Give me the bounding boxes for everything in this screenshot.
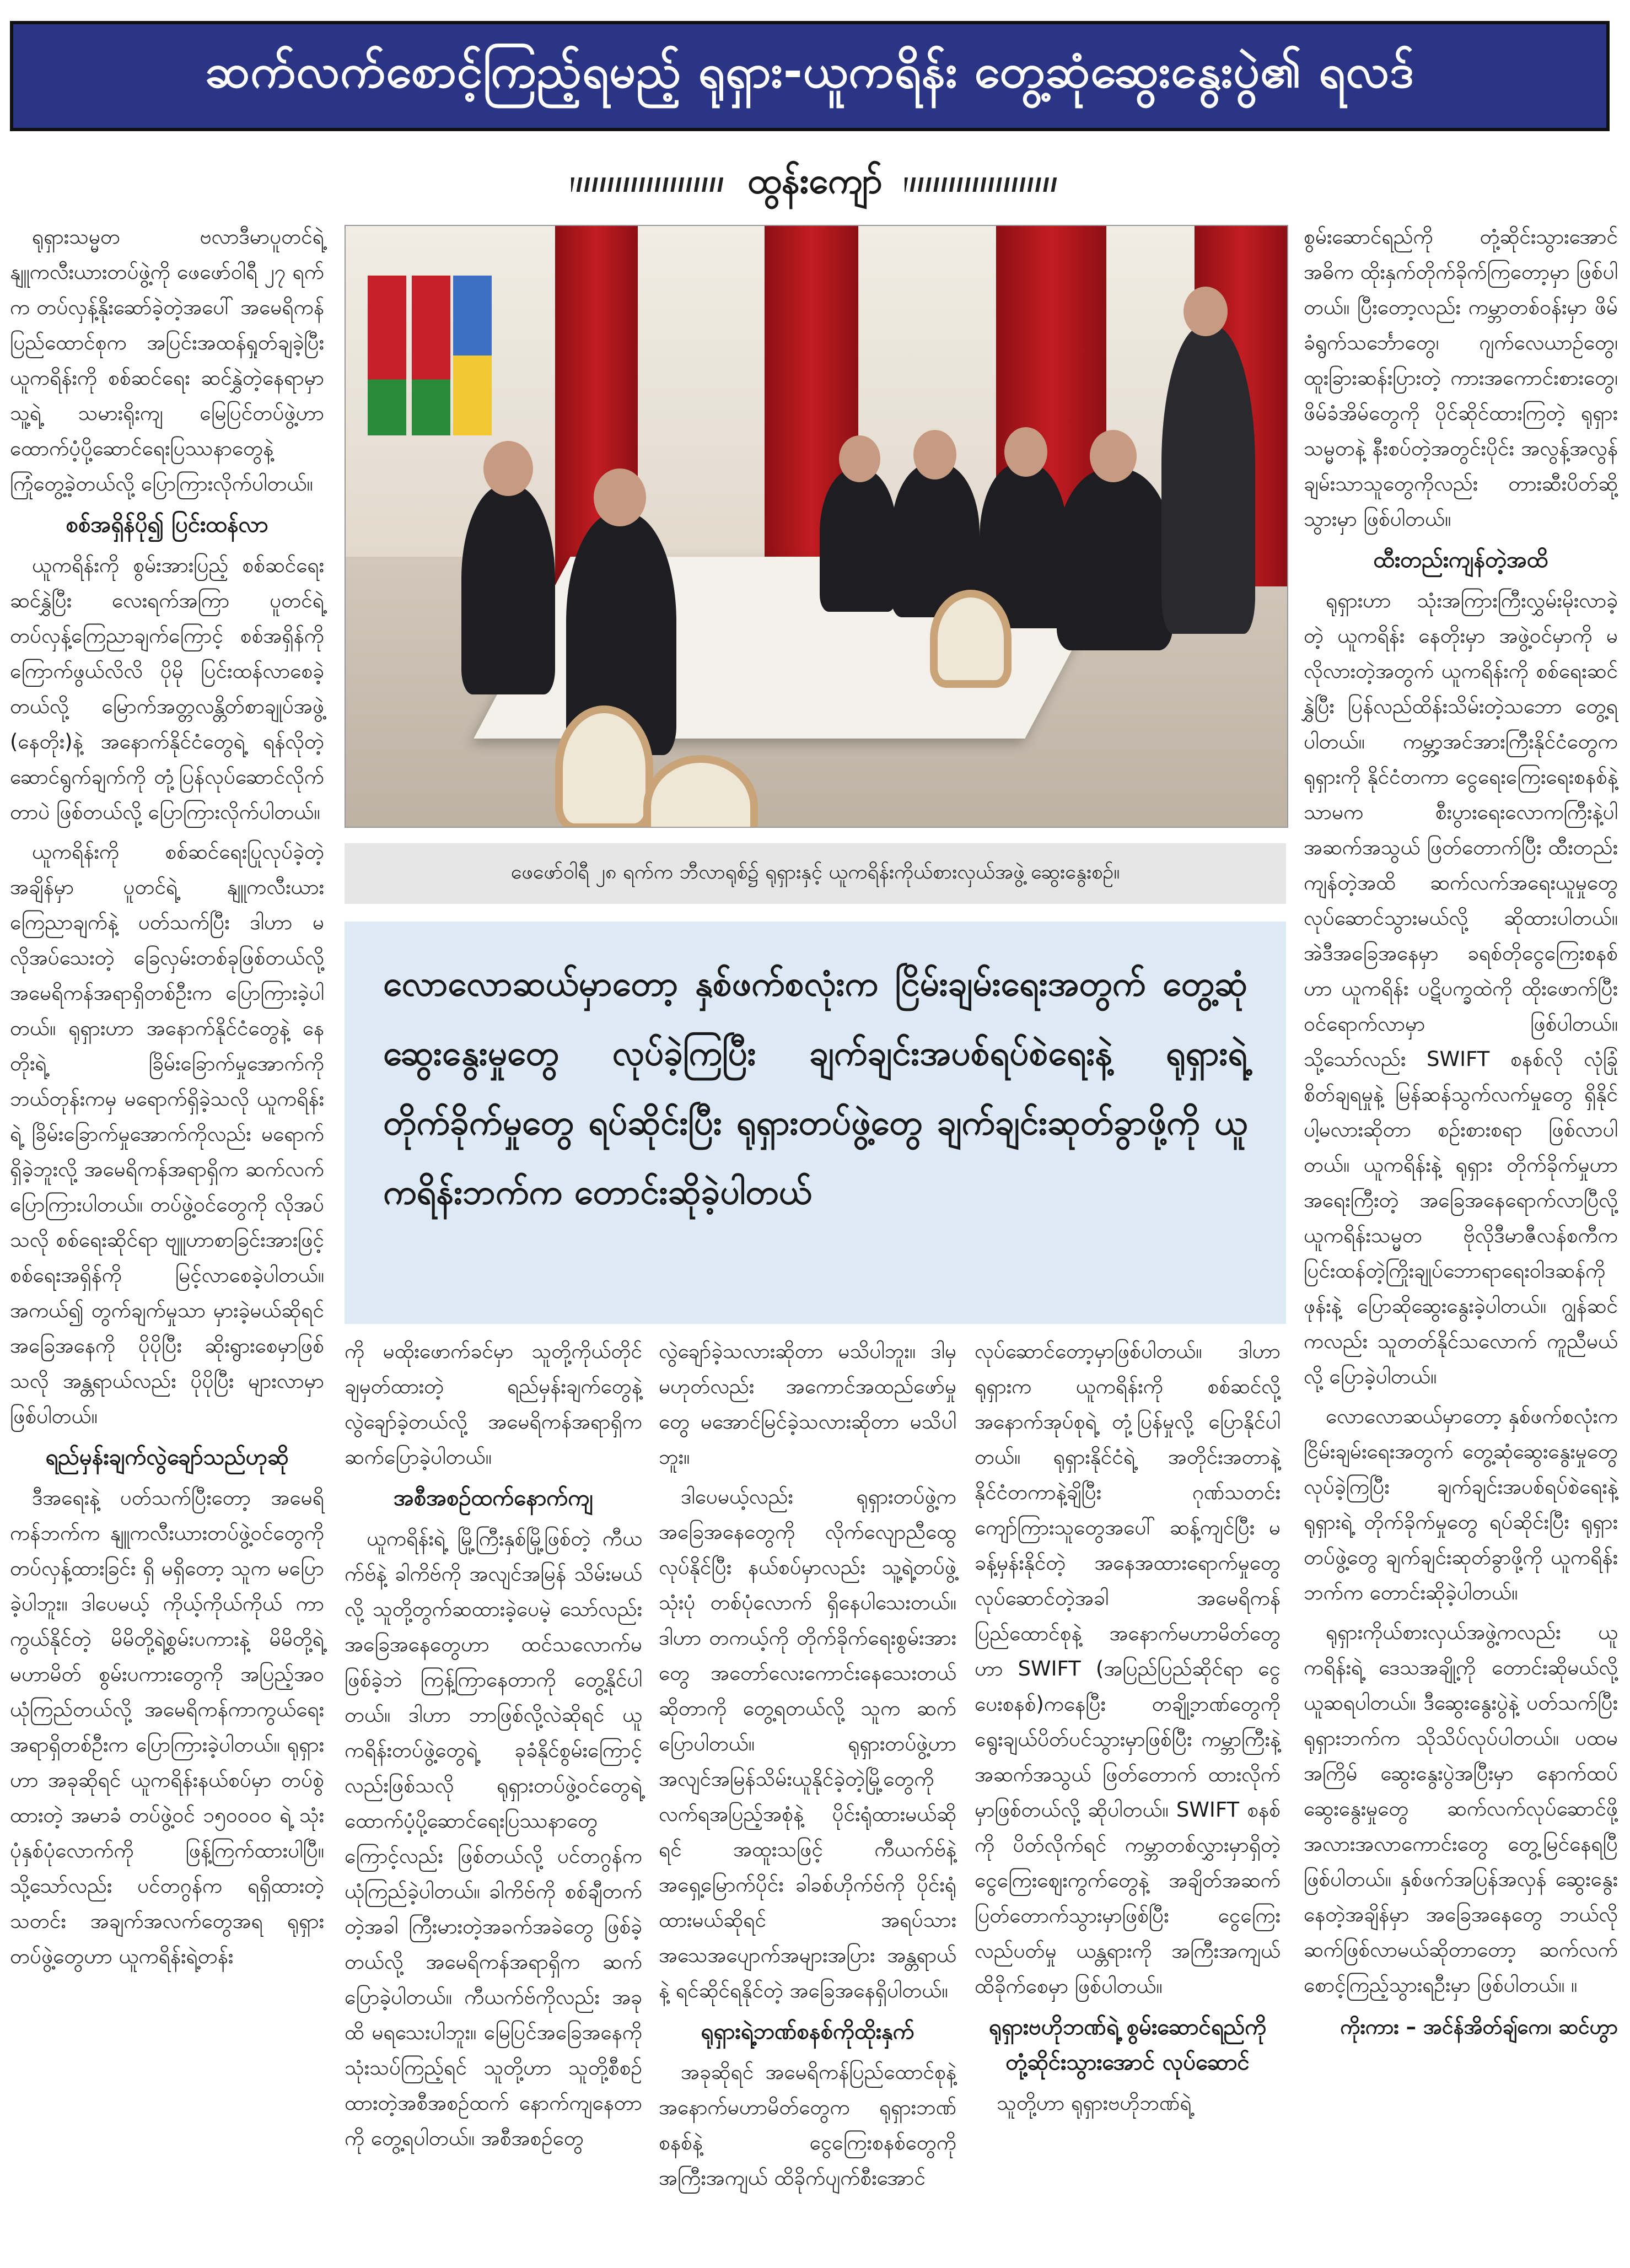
- headline-banner: [10, 21, 1610, 131]
- paragraph: သူတို့ဟာ ရုရှားဗဟိုဘဏ်ရဲ့: [997, 2091, 1192, 2115]
- paragraph: ရုရှားကိုယ်စားလှယ်အဖွဲ့ကလည်း ယူကရိန်းရဲ့ ဒေသအချို့ကို တောင်းဆိုမယ်လို့ ယူဆရပါတယ်။ ဒီဆွေးနွေးပွဲနဲ့ ပတ်သက်ပြီး ရုရှားဘက်က သိုသိပ်လုပ်ပါတယ်။ ပထမအကြိမ် ဆွေးနွေးပွဲအပြီးမှာ နောက်ထပ်ဆွေးနွေးမှုတွေ ဆက်လက်လုပ်ဆောင်ဖို့ အလားအလာကောင်းတွေ တွေ့မြင်နေရပြီ ဖြစ်ပါတယ်။ နှစ်ဖက်အပြန်အလှန် ဆွေးနွေးနေတဲ့အချိန်မှာ အခြေအနေတွေ ဘယ်လိုဆက်ဖြစ်လာမယ်ဆိုတာတော့ ဆက်လက်စောင့်ကြည့်သွားရဦးမှာ ဖြစ်ပါတယ်။ ။: [1304, 1620, 1618, 1997]
- paragraph: ဒါပေမယ့်လည်း ရုရှားတပ်ဖွဲ့က အခြေအနေတွေကို လိုက်လျောညီထွေ လုပ်နိုင်ပြီး နယ်စပ်မှာလည်း သူ့ရဲ့တပ်ဖွဲ့ သုံးပုံ တစ်ပုံလောက် ရှိနေပါသေးတယ်။ ဒါဟာ တကယ့်ကို တိုက်ခိုက်ရေးစွမ်းအားတွေ အတော်လေးကောင်းနေသေးတယ်ဆိုတာကို တွေ့ရတယ်လို့ သူက ဆက်ပြောပါတယ်။ ရုရှားတပ်ဖွဲ့ဟာ အလျင်အမြန်သိမ်းယူနိုင်ခဲ့တဲ့မြို့တွေကို လက်ရအပြည့်အစုံနဲ့ ပိုင်းရုံထားမယ်ဆိုရင် အထူးသဖြင့် ကီယက်ဗ်နဲ့ အရှေ့မြောက်ပိုင်း ခါခစ်ဟိုက်ဗ်ကို ပိုင်းရုံထားမယ်ဆိုရင် အရပ်သားအသေအပျောက်အများအပြား အန္တရာယ်နဲ့ ရင်ဆိုင်ရနိုင်တဲ့ အခြေအနေရှိပါတယ်။: [659, 1485, 956, 2002]
- paragraph: ကို မထိုးဖောက်ခင်မှာ သူတို့ကိုယ်တိုင် ချမှတ်ထားတဲ့ ရည်မှန်းချက်တွေနဲ့ လွဲချော်ခဲ့တယ်လို့ အမေရိကန်အရာရှိက ဆက်ပြောခဲ့ပါတယ်။: [345, 1339, 642, 1469]
- article-photo: [345, 225, 1288, 828]
- paragraph: ယူကရိန်းရဲ့ မြို့ကြီးနှစ်မြို့ဖြစ်တဲ့ ကီယက်ဗ်နဲ့ ခါကိဗ်ကို အလျင်အမြန် သိမ်းမယ်လို့ သူတို့တွက်ဆထားခဲ့ပေမဲ့ သော်လည်း အခြေအနေတွေဟာ ထင်သလောက်မဖြစ်ခဲ့ဘဲ ကြန့်ကြာနေတာကို တွေ့နိုင်ပါတယ်။ ဒါဟာ ဘာဖြစ်လို့လဲဆိုရင် ယူကရိန်းတပ်ဖွဲ့တွေရဲ့ ခုခံနိုင်စွမ်းကြောင့်လည်းဖြစ်သလို ရုရှားတပ်ဖွဲ့ဝင်တွေရဲ့ ထောက်ပံ့ပို့ဆောင်ရေးပြဿနာတွေကြောင့်လည်း ဖြစ်တယ်လို့ ပင်တဂွန်က ယုံကြည်ခဲ့ပါတယ်။ ခါကိဗ်ကို စစ်ချီတက်တဲ့အခါ ကြီးမားတဲ့အခက်အခဲတွေ ဖြစ်ခဲ့တယ်လို့ အမေရိကန်အရာရှိက ဆက်ပြောခဲ့ပါတယ်။ ကီယက်ဗ်ကိုလည်း အခုထိ မရသေးပါဘူး။ မြေပြင်အခြေအနေကို သုံးသပ်ကြည့်ရင် သူတို့ဟာ သူတို့စီစဉ်ထားတဲ့အစီအစဉ်ထက် နောက်ကျနေတာကို တွေ့ရပါတယ်။ အစီအစဉ်တွေ: [345, 1527, 642, 2150]
- subheading: ရုရှားရဲ့ဘဏ်စနစ်ကိုထိုးနှက်: [701, 2019, 914, 2044]
- byline: [0, 154, 1630, 215]
- source-credit: ကိုးကား – အင်န်အိတ်ချ်ကေ၊ ဆင်ဟွာ: [1340, 2015, 1618, 2039]
- paragraph: အခုဆိုရင် အမေရိကန်ပြည်ထောင်စုနဲ့ အနောက်မဟာမိတ်တွေက ရုရှားဘဏ်စနစ်နဲ့ ငွေကြေးစနစ်တွေကို အကြီးအကျယ် ထိခိုက်ပျက်စီးအောင်: [659, 2060, 956, 2190]
- paragraph: ရုရှားဟာ သုံးအကြားကြီးလွှမ်းမိုးလာခဲ့တဲ့ ယူကရိန်း နေတိုးမှာ အဖွဲ့ဝင်မှာကို မလိုလားတဲ့အတွက် ယူကရိန်းကို စစ်ရေးဆင်နွှဲပြီး ပြန်လည်ထိန်းသိမ်းတဲ့သဘော တွေ့ရပါတယ်။ ကမ္ဘာ့အင်အားကြီးနိုင်ငံတွေက ရုရှားကို နိုင်ငံတကာ ငွေရေးကြေးရေးစနစ်နဲ့ သာမက စီးပွားရေးလောကကြီးနဲ့ပါ အဆက်အသွယ် ဖြတ်တောက်ပြီး ထီးတည်းကျန်တဲ့အထိ ဆက်လက်အရေးယူမှုတွေ လုပ်ဆောင်သွားမယ်လို့ ဆိုထားပါတယ်။ အဲဒီအခြေအနေမှာ ခရစ်တိုငွေကြေးစနစ်ဟာ ယူကရိန်း ပဋိပက္ခထဲကို ထိုးဖောက်ပြီး ဝင်ရောက်လာမှာ ဖြစ်ပါတယ်။ သို့သော်လည်း SWIFT စနစ်လို လုံခြုံစိတ်ချရမှုနဲ့ မြန်ဆန်သွက်လက်မှုတွေ ရှိနိုင်ပါ့မလားဆိုတာ စဉ်းစားစရာ ဖြစ်လာပါတယ်။ ယူကရိန်းနဲ့ ရုရှား တိုက်ခိုက်မှုဟာ အရေးကြီးတဲ့ အခြေအနေရောက်လာပြီလို့ ယူကရိန်းသမ္မတ ဗိုလိုဒီမာဇီလန်စကီက ပြင်းထန်တဲ့ကြိုးချုပ်ဘောရာရေးဝါဒဆန်ကို ဖုန်းနဲ့ ပြောဆိုဆွေးနွေးခဲ့ပါတယ်။ ဂျွန်ဆင်ကလည်း သူတတ်နိုင်သလောက် ကူညီမယ်လို့ ပြောခဲ့ပါတယ်။: [1304, 589, 1618, 1388]
- paragraph: စွမ်းဆောင်ရည်ကို တုံ့ဆိုင်းသွားအောင် အဓိက ထိုးနှက်တိုက်ခိုက်ကြတော့မှာ ဖြစ်ပါတယ်။ ပြီးတော့လည်း ကမ္ဘာတစ်ဝန်းမှာ ဖိမ်ခံရွက်သင်္ဘောတွေ၊ ဂျက်လေယာဉ်တွေ၊ ထူးခြားဆန်းပြားတဲ့ ကားအကောင်းစားတွေ၊ ဖိမ်ခံအိမ်တွေကို ပိုင်ဆိုင်ထားကြတဲ့ ရုရှားသမ္မတနဲ့ နီးစပ်တဲ့အတွင်းပိုင်း အလွန့်အလွန် ချမ်းသာသူတွေကိုလည်း တားဆီးပိတ်ဆို့သွားမှာ ဖြစ်ပါတယ်။: [1304, 225, 1618, 531]
- subheading: ရုရှားဗဟိုဘဏ်ရဲ့ စွမ်းဆောင်ရည်ကို တုံ့ဆိုင်းသွားအောင် လုပ်ဆောင်: [988, 2014, 1267, 2075]
- byline-ornament-left: [571, 177, 725, 192]
- pull-quote: လောလောဆယ်မှာတော့ နှစ်ဖက်စလုံးက ငြိမ်းချမ်းရေးအတွက် တွေ့ဆုံဆွေးနွေးမှုတွေ လုပ်ခဲ့ကြပြီး ချက်ချင်းအပစ်ရပ်စဲရေးနဲ့ ရုရှားရဲ့ တိုက်ခိုက်မှုတွေ ရပ်ဆိုင်းပြီး ရုရှားတပ်ဖွဲ့တွေ ချက်ချင်းဆုတ်ခွာဖို့ကို ယူကရိန်းဘက်က တောင်းဆိုခဲ့ပါတယ်: [345, 922, 1286, 1324]
- paragraph: လွဲချော်ခဲ့သလားဆိုတာ မသိပါဘူး။ ဒါမှမဟုတ်လည်း အကောင်အထည်ဖော်မှုတွေ မအောင်မြင်ခဲ့သလားဆိုတာ မသိပါဘူး။: [659, 1339, 956, 1469]
- paragraph: လောလောဆယ်မှာတော့ နှစ်ဖက်စလုံးက ငြိမ်းချမ်းရေးအတွက် တွေ့ဆုံဆွေးနွေးမှုတွေ လုပ်ခဲ့ကြပြီး ချက်ချင်းအပစ်ရပ်စဲရေးနဲ့ ရုရှားရဲ့ တိုက်ခိုက်မှုတွေ ရပ်ဆိုင်းပြီး ရုရှားတပ်ဖွဲ့တွေ ချက်ချင်းဆုတ်ခွာဖို့ကို ယူကရိန်းဘက်က တောင်းဆိုခဲ့ပါတယ်။: [1304, 1404, 1618, 1604]
- subheading: အစီအစဉ်ထက်နောက်ကျ: [394, 1485, 593, 1511]
- byline-ornament-right: [905, 177, 1059, 192]
- subheading: ထီးတည်းကျန်တဲ့အထိ: [1373, 547, 1548, 573]
- paragraph: ယူကရိန်းကို စစ်ဆင်ရေးပြုလုပ်ခဲ့တဲ့ အချိန်မှာ ပူတင်ရဲ့ နျူကလီးယားကြေညာချက်နဲ့ ပတ်သက်ပြီး ဒါဟာ မလိုအပ်သေးတဲ့ ခြေလှမ်းတစ်ခုဖြစ်တယ်လို့ အမေရိကန်အရာရှိတစ်ဦးက ပြောကြားခဲ့ပါတယ်။ ရုရှားဟာ အနောက်နိုင်ငံတွေနဲ့ နေတိုးရဲ့ ခြိမ်းခြောက်မှုအောက်ကို ဘယ်တုန်းကမှ မရောက်ရှိခဲ့သလို ယူကရိန်းရဲ့ ခြိမ်းခြောက်မှုအောက်ကိုလည်း မရောက်ရှိခဲ့ဘူးလို့ အမေရိကန်အရာရှိက ဆက်လက်ပြောကြားပါတယ်။ တပ်ဖွဲ့ဝင်တွေကို လိုအပ်သလို စစ်ရေးဆိုင်ရာ ဗျူဟာစာခြင်းအားဖြင့် စစ်ရေးအရှိန်ကို မြင့်လာစေခဲ့ပါတယ်။ အကယ်၍ တွက်ချက်မှုသာ မှားခဲ့မယ်ဆိုရင် အခြေအနေကို ပိုပိုပြီး ဆိုးရွားစေမှာဖြစ်သလို အန္တရာယ်လည်း ပိုပိုပြီး များလာမှာ ဖြစ်ပါတယ်။: [10, 840, 324, 1428]
- subheading: စစ်အရှိန်ပို၍ ပြင်းထန်လာ: [66, 512, 268, 537]
- author-name: ထွန်းကျော်: [747, 161, 883, 202]
- photo-caption: ဖေဖော်ဝါရီ ၂၈ ရက်က ဘီလာရုစ်၌ ရုရှားနှင့် ယူကရိန်းကိုယ်စားလှယ်အဖွဲ့ ဆွေးနွေးစဉ်။: [345, 843, 1286, 904]
- paragraph: ယူကရိန်းကို စွမ်းအားပြည့် စစ်ဆင်ရေး ဆင်နွှဲပြီး လေးရက်အကြာ ပူတင်ရဲ့ တပ်လှန့်ကြေညာချက်ကြောင့် စစ်အရှိန်ကို ကြောက်ဖွယ်လိလိ ပိုမို ပြင်းထန်လာစေခဲ့တယ်လို့ မြောက်အတ္တလန္တိတ်စာချုပ်အဖွဲ့ (နေတိုး)နဲ့ အနောက်နိုင်ငံတွေရဲ့ ရန်လိုတဲ့ ဆောင်ရွက်ချက်ကို တုံ့ပြန်လုပ်ဆောင်လိုက်တာပဲ ဖြစ်တယ်လို့ ပြောကြားလိုက်ပါတယ်။: [10, 553, 324, 824]
- paragraph: ရုရှားသမ္မတ ဗလာဒီမာပူတင်ရဲ့ နျူကလီးယားတပ်ဖွဲ့ကို ဖေဖော်ဝါရီ ၂၇ ရက်က တပ်လှန့်နိုးဆော်ခဲ့တဲ့အပေါ် အမေရိကန်ပြည်ထောင်စုက အပြင်းအထန်ရှုတ်ချခဲ့ပြီး ယူကရိန်းကို စစ်ဆင်ရေး ဆင်နွှဲတဲ့နေရာမှာ သူ့ရဲ့ သမားရိုးကျ မြေပြင်တပ်ဖွဲ့ဟာ ထောက်ပံ့ပို့ဆောင်ရေးပြဿနာတွေနဲ့ ကြုံတွေ့ခဲ့တယ်လို့ ပြောကြားလိုက်ပါတယ်။: [10, 225, 324, 495]
- column-3: [659, 1334, 956, 2260]
- column-5: [1304, 219, 1618, 2259]
- column-2: [345, 1334, 642, 2260]
- column-1: [10, 219, 324, 2259]
- paragraph: လုပ်ဆောင်တော့မှာဖြစ်ပါတယ်။ ဒါဟာ ရုရှားက ယူကရိန်းကို စစ်ဆင်လို့ အနောက်အုပ်စုရဲ့ တုံ့ပြန်မှုလို့ ပြောနိုင်ပါတယ်။ ရုရှားနိုင်ငံရဲ့ အတိုင်းအတာနဲ့ နိုင်ငံတကာနဲ့ချိပြီး ဂုဏ်သတင်း ကျော်ကြားသူတွေအပေါ် ဆန့်ကျင်ပြီး မခန့်မှန်းနိုင်တဲ့ အနေအထားရောက်မှုတွေ လုပ်ဆောင်တဲ့အခါ အမေရိကန်ပြည်ထောင်စုနဲ့ အနောက်မဟာမိတ်တွေဟာ SWIFT (အပြည်ပြည်ဆိုင်ရာ ငွေပေးစနစ်)ကနေပြီး တချို့ဘဏ်တွေကို ရွေးချယ်ပိတ်ပင်သွားမှာဖြစ်ပြီး ကမ္ဘာကြီးနဲ့ အဆက်အသွယ် ဖြတ်တောက် ထားလိုက်မှာဖြစ်တယ်လို့ ဆိုပါတယ်။ SWIFT စနစ်ကို ပိတ်လိုက်ရင် ကမ္ဘာတစ်လွှားမှာရှိတဲ့ ငွေကြေးဈေးကွက်တွေနဲ့ အချိတ်အဆက် ပြတ်တောက်သွားမှာဖြစ်ပြီး ငွေကြေးလည်ပတ်မှု ယန္တရားကို အကြီးအကျယ် ထိခိုက်စေမှာ ဖြစ်ပါတယ်။: [975, 1339, 1281, 1998]
- page-title: ဆက်လက်စောင့်ကြည့်ရမည့် ရုရှား-ယူကရိန်း တွေ့ဆုံဆွေးနွေးပွဲ၏ ရလဒ်: [205, 44, 1414, 98]
- paragraph: ဒီအရေးနဲ့ ပတ်သက်ပြီးတော့ အမေရိကန်ဘက်က နျူကလီးယားတပ်ဖွဲ့ဝင်တွေကို တပ်လှန့်ထားခြင်း ရှိ မရှိတော့ သူက မပြောခဲ့ပါဘူး။ ဒါပေမယ့် ကိုယ့်ကိုယ်ကိုယ် ကာကွယ်နိုင်တဲ့ မိမိတို့ရဲ့စွမ်းပကားနဲ့ မိမိတို့ရဲ့ မဟာမိတ် စွမ်းပကားတွေကို အပြည့်အဝ ယုံကြည်တယ်လို့ အမေရိကန်ကာကွယ်ရေး အရာရှိတစ်ဦးက ပြောကြားခဲ့ပါတယ်။ ရုရှားဟာ အခုဆိုရင် ယူကရိန်းနယ်စပ်မှာ တပ်စွဲထားတဲ့ အမာခံ တပ်ဖွဲ့ဝင် ၁၅၀၀၀၀ ရဲ့ သုံးပုံနှစ်ပုံလောက်ကို ဖြန့်ကြက်ထားပါပြီ။ သို့သော်လည်း ပင်တဂွန်က ရရှိထားတဲ့ သတင်း အချက်အလက်တွေအရ ရုရှားတပ်ဖွဲ့တွေဟာ ယူကရိန်းရဲ့တန်း: [10, 1486, 324, 1968]
- subheading: ရည်မှန်းချက်လွဲချော်သည်ဟုဆို: [45, 1445, 289, 1470]
- column-4: [975, 1334, 1281, 2260]
